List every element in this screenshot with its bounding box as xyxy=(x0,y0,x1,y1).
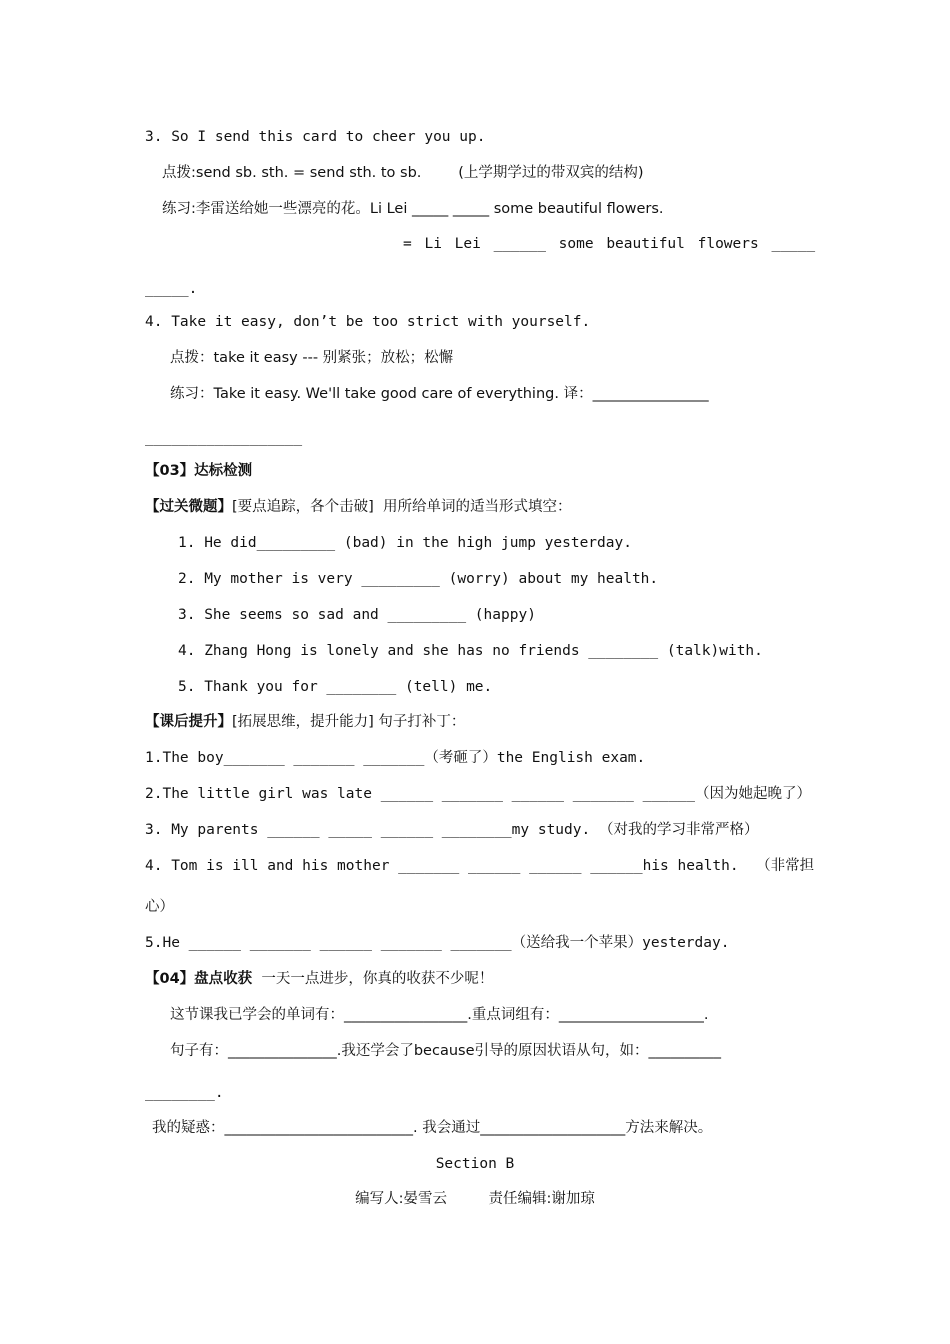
editors-line: 编写人:晏雪云 责任编辑:谢加琼 xyxy=(355,1191,595,1207)
patch-item: 5.He ______ _______ ______ _______ _______（送给我一个苹果）yesterday. xyxy=(145,935,730,951)
ex3-practice: 练习:李雷送给她一些漂亮的花。Li Lei _____ _____ some beautiful flowers. xyxy=(162,201,664,217)
section-03-heading: 【03】达标检测 xyxy=(145,463,253,479)
section-03-sub-instructions: [要点追踪，各个击破] 用所给单词的适当形式填空： xyxy=(232,499,572,515)
patch-item: 4. Tom is ill and his mother _______ ______ ______ ______his health. （非常担 xyxy=(145,858,815,874)
section-04-heading xyxy=(145,969,493,989)
ex3-practice-alt: = Li Lei ______ some beautiful flowers _____ xyxy=(403,236,816,252)
summary-sentences-line: 句子有：_______________.我还学会了because引导的原因状语从句，如：__________ xyxy=(170,1043,722,1059)
fill-item: 3. She seems so sad and _________ (happy) xyxy=(178,607,536,623)
patch-item: 3. My parents ______ _____ ______ ________my study. （对我的学习非常严格） xyxy=(145,822,759,838)
patch-item: 1.The boy_______ _______ _______（考砸了）the English exam. xyxy=(145,750,646,766)
section-b-label: Section B xyxy=(435,1156,515,1172)
fill-item: 2. My mother is very _________ (worry) about my health. xyxy=(178,571,659,587)
ex3-tip: 点拨:send sb. sth. = send sth. to sb. (上学期学过的带双宾的结构) xyxy=(162,165,644,181)
section-04-heading-motto: 一天一点进步，你真的收获不少呢！ xyxy=(252,971,494,987)
section-03-sub xyxy=(145,497,572,517)
ex4-practice-cont: __________________ xyxy=(145,430,303,446)
patch-item-cont: 心） xyxy=(145,899,174,915)
fill-item: 4. Zhang Hong is lonely and she has no friends ________ (talk)with. xyxy=(178,643,763,659)
summary-doubts-line: 我的疑惑：__________________________. 我会通过____________________方法来解决。 xyxy=(152,1120,713,1136)
section-03-sub2-instructions: [拓展思维，提升能力] 句子打补丁： xyxy=(232,714,466,730)
summary-sentences-line-cont: ________. xyxy=(145,1085,224,1101)
ex4-title: 4. Take it easy, don’t be too strict with yourself. xyxy=(145,314,591,330)
ex4-tip: 点拨：take it easy --- 别紧张；放松；松懈 xyxy=(170,350,454,366)
fill-item: 5. Thank you for ________ (tell) me. xyxy=(178,679,493,695)
fill-item: 1. He did_________ (bad) in the high jump yesterday. xyxy=(178,535,632,551)
section-03-sub2 xyxy=(145,712,465,732)
section-03-sub-label: 【过关微题】 xyxy=(145,499,232,515)
section-03-sub2-label: 【课后提升】 xyxy=(145,714,232,730)
ex3-practice-alt-cont: _____. xyxy=(145,281,198,297)
ex4-practice: 练习：Take it easy. We'll take good care of everything. 译：________________ xyxy=(170,386,709,402)
ex3-title: 3. So I send this card to cheer you up. xyxy=(145,129,486,145)
patch-item: 2.The little girl was late ______ _______ ______ _______ ______（因为她起晚了） xyxy=(145,786,811,802)
summary-words-line: 这节课我已学会的单词有：_________________.重点词组有：____________________. xyxy=(170,1007,709,1023)
section-04-heading-label: 【04】盘点收获 xyxy=(145,971,253,987)
